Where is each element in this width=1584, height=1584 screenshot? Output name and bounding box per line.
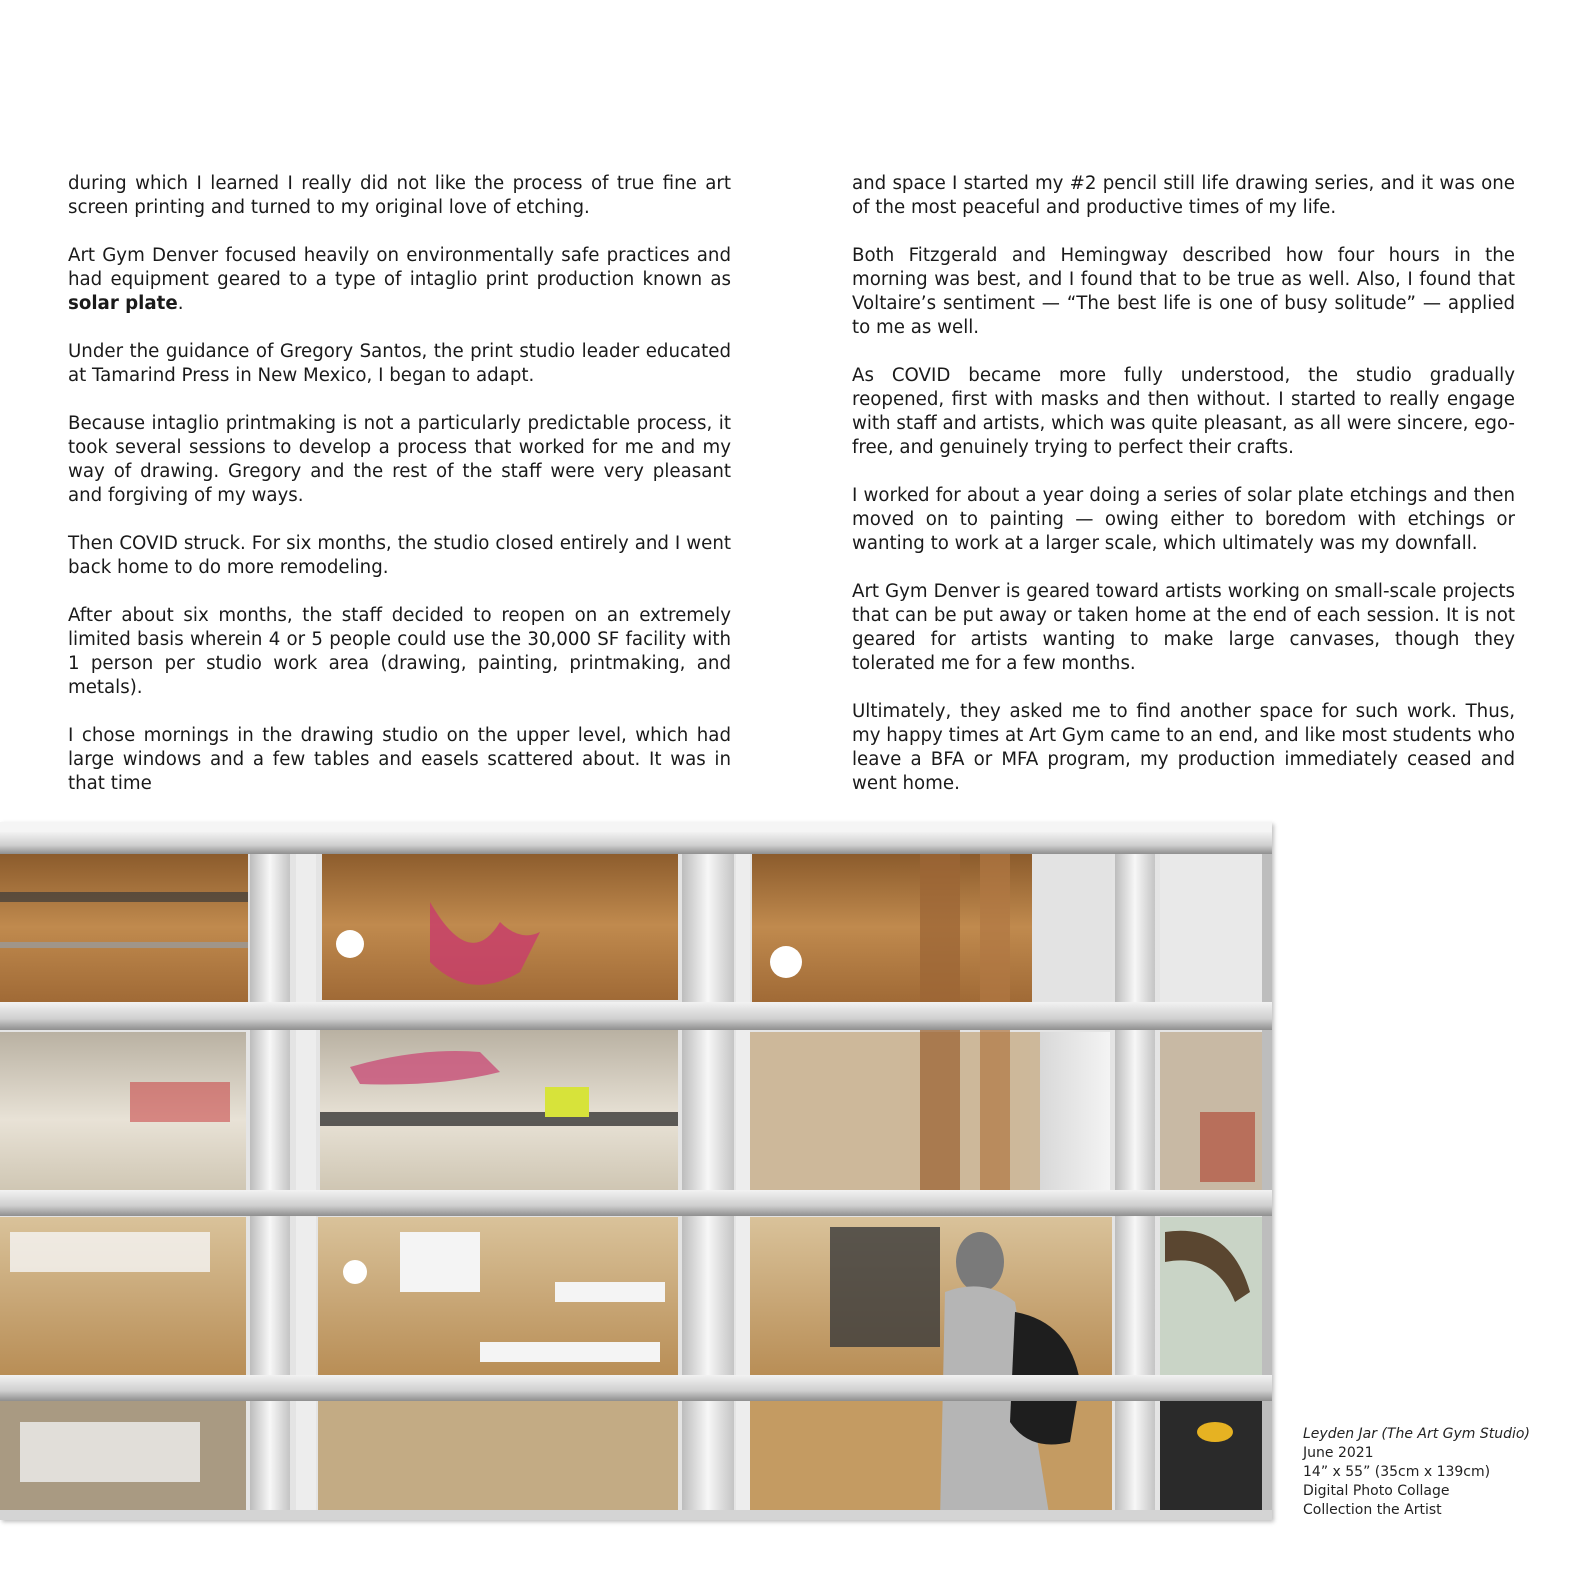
paragraph: Art Gym Denver is geared toward artists working on small-scale projects that can be put away or taken home at the end of each session. It is not geared for artists wanting to make large canvases, though they tolerated me for a few months.: [852, 581, 1515, 674]
paragraph: and space I started my #2 pencil still life drawing series, and it was one of the most peaceful and productive times of my life.: [852, 173, 1515, 218]
paragraph: Ultimately, they asked me to find another space for such work. Thus, my happy times at Art Gym came to an end, and like most students who leave a BFA or MFA program, my production immediately ceased and went home.: [852, 701, 1515, 794]
paragraph: during which I learned I really did not like the process of true fine art screen printing and turned to my original love of etching.: [68, 173, 731, 218]
artwork-dimensions: 14” x 55” (35cm x 139cm): [1303, 1464, 1491, 1480]
paragraph: I worked for about a year doing a series of solar plate etchings and then moved on to painting — owing either to boredom with etchings or wanting to work at a larger scale, which ultimately was my downfall.: [852, 485, 1515, 554]
artwork-collection: Collection the Artist: [1303, 1502, 1442, 1518]
text-column-right: [852, 172, 1515, 820]
paragraph: Under the guidance of Gregory Santos, the print studio leader educated at Tamarind Press in New Mexico, I began to adapt.: [68, 341, 731, 386]
paragraph: [68, 244, 731, 316]
paragraph-text: Art Gym Denver focused heavily on environmentally safe practices and had equipment geared to a type of intaglio print production known as: [68, 245, 731, 290]
bold-term: solar plate: [68, 293, 178, 314]
paragraph: As COVID became more fully understood, the studio gradually reopened, first with masks and then without. I started to really engage with staff and artists, which was quite pleasant, as all were sincere, ego-free, and genuinely trying to perfect their crafts.: [852, 365, 1515, 458]
paragraph: After about six months, the staff decided to reopen on an extremely limited basis wherein 4 or 5 people could use the 30,000 SF facility with 1 person per studio work area (drawing, painting, printmaking, and metals).: [68, 605, 731, 698]
artwork-title: Leyden Jar (The Art Gym Studio): [1303, 1426, 1530, 1442]
paragraph-text: .: [177, 293, 184, 314]
artwork-medium: Digital Photo Collage: [1303, 1483, 1450, 1499]
pane-column-c: [750, 852, 1112, 1520]
paragraph: Both Fitzgerald and Hemingway described how four hours in the morning was best, and I found that to be true as well. Also, I found that Voltaire’s sentiment — “The best life is one of busy solitude” — applied to me as well.: [852, 245, 1515, 338]
artwork-date: June 2021: [1303, 1445, 1374, 1461]
pane-column-b: [318, 850, 678, 1510]
artwork-caption: [1303, 1425, 1530, 1520]
collage-artwork: [0, 822, 1272, 1520]
photo-collage: [0, 822, 1272, 1520]
pane-column-d: [1160, 852, 1262, 1510]
paragraph: I chose mornings in the drawing studio on the upper level, which had large windows and a few tables and easels scattered about. It was in that time: [68, 725, 731, 794]
pane-column-a: [0, 852, 248, 1510]
paragraph: Because intaglio printmaking is not a particularly predictable process, it took several sessions to develop a process that worked for me and my way of drawing. Gregory and the rest of the staff were very pleasant and forgiving of my ways.: [68, 413, 731, 506]
text-column-left: [68, 172, 731, 820]
paragraph: Then COVID struck. For six months, the studio closed entirely and I went back home to do more remodeling.: [68, 533, 731, 578]
